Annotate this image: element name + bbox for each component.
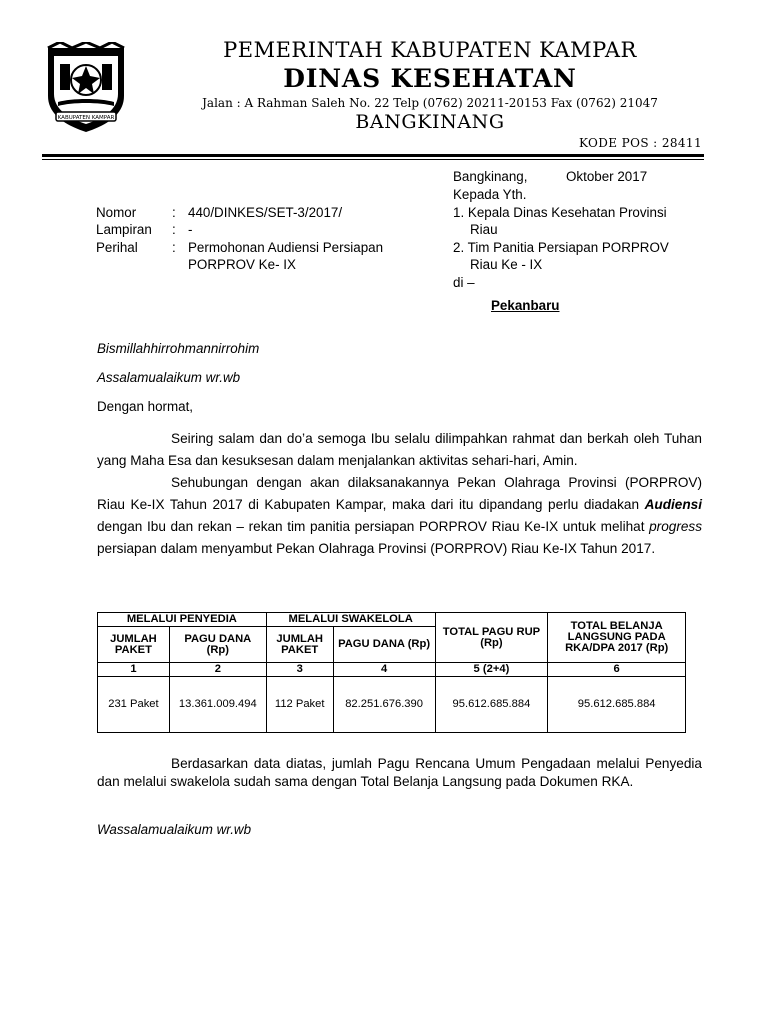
col-number-3: 3 [266,663,333,677]
paragraph-2-progress: progress [649,519,702,534]
header-swakelola: MELALUI SWAKELOLA [266,613,435,627]
header-total-belanja: TOTAL BELANJA LANGSUNG PADA RKA/DPA 2017 (Rp) [548,613,686,663]
paragraph-2-part-c: dengan Ibu dan rekan – rekan tim panitia persiapan PORPROV Riau Ke-IX untuk melihat [97,519,650,534]
nomor-value: 440/DINKES/SET-3/2017/ [188,205,343,220]
perihal-value-line2: PORPROV Ke- IX [188,257,296,272]
header-total-pagu: TOTAL PAGU RUP (Rp) [435,613,548,663]
lampiran-value: - [188,222,193,237]
crest-ribbon-text: KABUPATEN KAMPAR [57,115,115,121]
col-number-6: 6 [548,663,686,677]
opening-salam: Assalamualaikum wr.wb [97,370,241,385]
letterhead-address: Jalan : A Rahman Saleh No. 22 Telp (0762) 20211-20153 Fax (0762) 21047 [202,96,658,110]
header-divider-thin [42,159,704,160]
header-divider-thick [42,154,704,157]
paragraph-2 [97,472,702,560]
lampiran-colon: : [172,222,176,237]
perihal-value-line1: Permohonan Audiensi Persiapan [188,240,384,255]
col-number-2: 2 [169,663,266,677]
recipient-2-line1: 2. Tim Panitia Persiapan PORPROV [453,240,669,255]
postal-code: KODE POS : 28411 [578,136,702,150]
value-jumlah-paket-penyedia: 231 Paket [98,677,170,733]
letterhead-city: BANGKINANG [355,111,505,133]
paragraph-3: Berdasarkan data diatas, jumlah Pagu Rencana Umum Pengadaan melalui Penyedia dan melalui swakelola sudah sama dengan Total Belanja Langsung pada Dokumen RKA. [97,756,702,789]
header-pagu-dana-swakelola: PAGU DANA (Rp) [333,627,435,663]
recipient-1-line2: Riau [470,222,498,237]
lampiran-label: Lampiran [96,222,152,237]
letterhead-agency: DINAS KESEHATAN [283,64,577,93]
header-pagu-dana-penyedia: PAGU DANA (Rp) [169,627,266,663]
value-total-belanja: 95.612.685.884 [548,677,686,733]
value-pagu-dana-penyedia: 13.361.009.494 [169,677,266,733]
recipient-1-line1: 1. Kepala Dinas Kesehatan Provinsi [453,205,667,220]
paragraph-2-part-a: Sehubungan dengan akan dilaksanakannya Pekan Olahraga Provinsi (PORPROV) Riau Ke-IX Tahun 2017 di Kabupaten Kampar, maka dari itu dipandang perlu diadakan [97,475,702,512]
recipient-di: di – [453,275,475,290]
perihal-colon: : [172,240,176,255]
header-penyedia: MELALUI PENYEDIA [98,613,267,627]
col-number-4: 4 [333,663,435,677]
nomor-colon: : [172,205,176,220]
paragraph-2-part-e: persiapan dalam menyambut Pekan Olahraga Provinsi (PORPROV) Riau Ke-IX Tahun 2017. [97,541,656,556]
paragraph-1: Seiring salam dan do’a semoga Ibu selalu dilimpahkan rahmat dan berkah oleh Tuhan yang Maha Esa dan kesuksesan dalam menjalankan aktivitas sehari-hari, Amin. [97,431,702,468]
recipient-intro: Kepada Yth. [453,187,527,202]
date-month: Oktober 2017 [566,169,648,184]
closing-salam: Wassalamualaikum wr.wb [97,822,252,837]
header-jumlah-paket-swakelola: JUMLAH PAKET [266,627,333,663]
perihal-label: Perihal [96,240,138,255]
recipient-2-line2: Riau Ke - IX [470,257,543,272]
value-pagu-dana-swakelola: 82.251.676.390 [333,677,435,733]
value-jumlah-paket-swakelola: 112 Paket [266,677,333,733]
greeting: Dengan hormat, [97,399,194,414]
value-total-pagu: 95.612.685.884 [435,677,548,733]
nomor-label: Nomor [96,205,137,220]
col-number-1: 1 [98,663,170,677]
recipient-city: Pekanbaru [491,298,560,313]
header-jumlah-paket-penyedia: JUMLAH PAKET [98,627,170,663]
kampar-crest-logo [42,42,130,134]
bismillah-text: Bismillahhirrohmannirrohim [97,341,260,356]
letterhead-government: PEMERINTAH KABUPATEN KAMPAR [223,38,637,62]
rup-table [97,612,686,733]
date-place: Bangkinang, [453,169,528,184]
col-number-5: 5 (2+4) [435,663,548,677]
paragraph-2-audiensi: Audiensi [644,497,702,512]
